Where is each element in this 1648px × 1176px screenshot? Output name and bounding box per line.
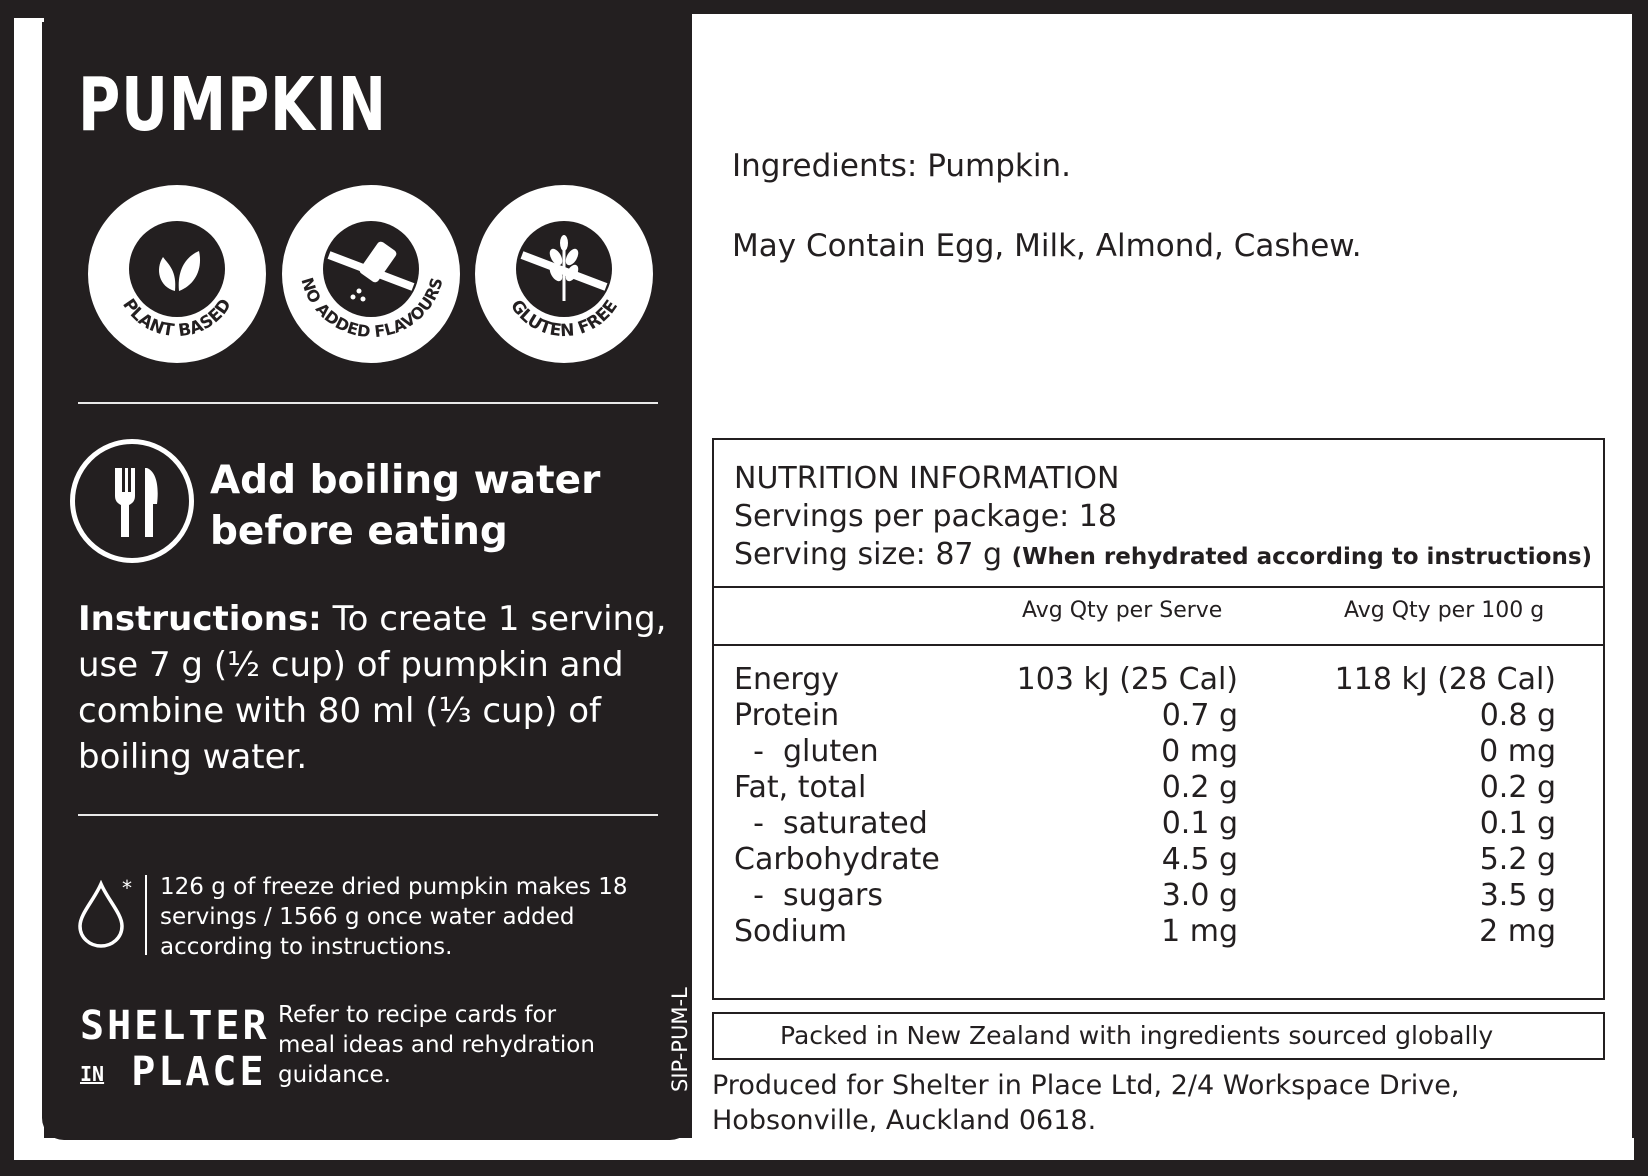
servings-per-package: Servings per package: 18 [734,499,1117,534]
recipe-card-note: Refer to recipe cards for meal ideas and rehydration guidance. [278,1002,595,1088]
qty-per-serve: 103 kJ (25 Cal) [1016,662,1238,697]
torn-edge-left [14,18,44,1158]
nutrient-label: - saturated [734,806,928,841]
qty-per-serve: 1 mg [1161,914,1238,949]
footnote-marker: * [122,876,132,900]
svg-text:PLANT BASED [118,295,236,341]
badge-label: PLANT BASED [118,295,236,342]
nutrient-label: Energy [734,662,840,697]
prep-line-2: before eating [210,509,508,554]
badge-gluten-free [475,185,653,363]
nutrient-label: - gluten [734,734,879,769]
serving-note: (When rehydrated according to instructions) [1011,544,1593,570]
allergen-statement: May Contain Egg, Milk, Almond, Cashew. [732,228,1362,264]
qty-per-100g: 0.8 g [1479,698,1556,733]
origin-statement: Packed in New Zealand with ingredients sourced globally [712,1012,1605,1060]
qty-per-serve: 0.2 g [1161,770,1238,805]
table-divider [714,644,1603,646]
qty-per-100g: 5.2 g [1479,842,1556,877]
qty-per-100g: 118 kJ (28 Cal) [1334,662,1556,697]
divider [78,402,658,404]
producer-address: Produced for Shelter in Place Ltd, 2/4 Workspace Drive, Hobsonville, Auckland 0618. [712,1070,1460,1136]
svg-text:NO ADDED FLAVOURS [297,275,446,341]
instructions-text: To create 1 serving, use 7 g (½ cup) of pumpkin and combine with 80 ml (⅓ cup) of boiling water. [78,599,667,777]
product-code: SIP-PUM-L [668,987,692,1092]
qty-per-serve: 0.7 g [1161,698,1238,733]
brand-small: IN [80,1062,105,1086]
table-row [734,770,1574,807]
cutlery-icon [70,439,194,563]
brand-line-2: PLACE [131,1049,267,1095]
qty-per-100g: 0.2 g [1479,770,1556,805]
nutrition-title: NUTRITION INFORMATION [734,461,1120,496]
nutrition-panel [712,438,1605,1000]
divider [78,814,658,816]
nutrient-label: Carbohydrate [734,842,940,877]
qty-per-serve: 0 mg [1161,734,1238,769]
brand-logo [80,1003,270,1097]
table-row [734,806,1574,843]
svg-text:GLUTEN FREE [506,296,622,341]
product-title: PUMPKIN [78,62,387,148]
qty-per-serve: 3.0 g [1161,878,1238,913]
prep-line-1: Add boiling water [210,458,601,503]
instructions-heading: Instructions: [78,599,322,639]
badge-label: GLUTEN FREE [506,296,622,342]
yield-note: 126 g of freeze dried pumpkin makes 18 servings / 1566 g once water added according to instructions. [160,874,628,960]
qty-per-serve: 0.1 g [1161,806,1238,841]
nutrient-label: Protein [734,698,840,733]
badge-no-added-flavours [282,185,460,363]
table-row [734,698,1574,735]
table-row [734,662,1574,699]
serving-size: Serving size: 87 g [734,537,1003,572]
table-row [734,878,1574,915]
instructions [78,596,668,780]
table-row [734,914,1574,951]
table-row [734,734,1574,771]
nutrition-header [734,460,1592,576]
qty-per-100g: 3.5 g [1479,878,1556,913]
column-header-serve: Avg Qty per Serve [1022,598,1223,623]
badge-label: NO ADDED FLAVOURS [297,275,447,342]
nutrient-label: - sugars [734,878,884,913]
brand-line-1: SHELTER [80,1003,270,1049]
table-row [734,842,1574,879]
prep-instruction [210,455,600,557]
table-divider [714,586,1603,588]
nutrient-label: Sodium [734,914,848,949]
qty-per-serve: 4.5 g [1161,842,1238,877]
ingredients: Ingredients: Pumpkin. [732,148,1071,184]
water-drop-icon [76,880,126,954]
qty-per-100g: 0 mg [1479,734,1556,769]
nutrient-label: Fat, total [734,770,867,805]
yield-divider [145,875,147,955]
column-header-100g: Avg Qty per 100 g [1344,598,1545,623]
qty-per-100g: 0.1 g [1479,806,1556,841]
badge-plant-based [88,185,266,363]
qty-per-100g: 2 mg [1479,914,1556,949]
